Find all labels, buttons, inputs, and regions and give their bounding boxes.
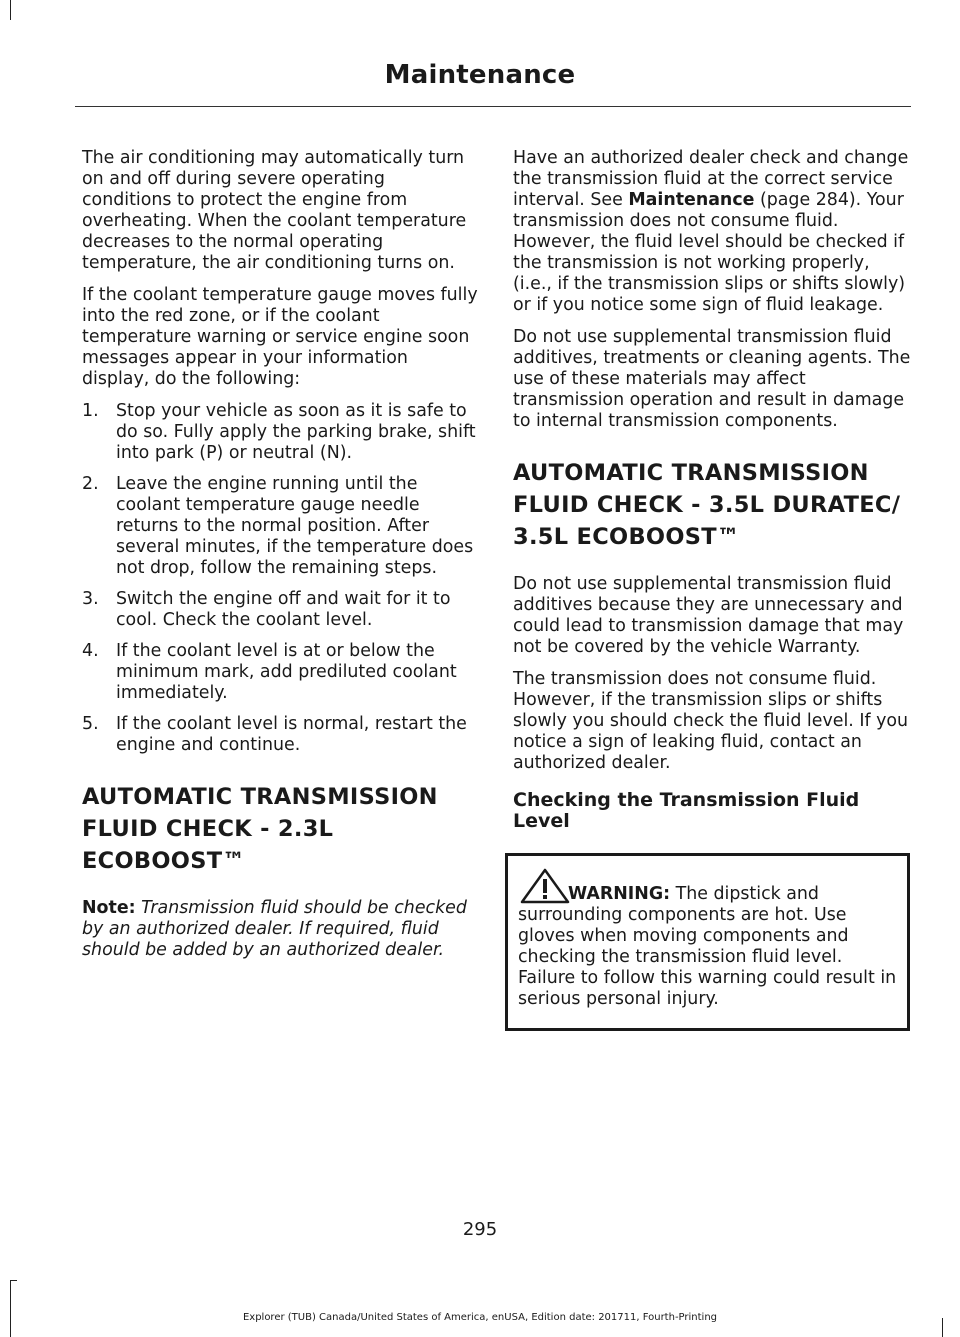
right-column (513, 148, 911, 1031)
list-item (82, 474, 478, 579)
paragraph: Do not use supplemental transmission fluid additives, treatments or cleaning agents. The use of these materials may affect transmission operation and result in damage to internal transmission components. (513, 327, 911, 431)
header-rule (75, 106, 911, 107)
note (82, 898, 478, 961)
paragraph (513, 148, 911, 316)
paragraph: The air conditioning may automatically turn on and off during severe operating conditions to protect the engine from overheating. When the coolant temperature decreases to the normal operating temperature, the air conditioning turns on. (82, 148, 467, 273)
step-text: If the coolant level is at or below the minimum mark, add prediluted coolant immediately. (116, 641, 457, 703)
paragraph: Do not use supplemental transmission fluid additives because they are unnecessary and could lead to transmission damage that may not be covered by the vehicle Warranty. (513, 574, 904, 657)
step-number: 1. (82, 401, 99, 421)
paragraph-text: (page 284). Your transmission does not consume fluid. However, the fluid level should be checked if the transmission is not working properly, (i.e., if the transmission slips or shifts slowly) or if you notice some sign of fluid leakage. (513, 190, 906, 315)
step-text: If the coolant level is normal, restart the engine and continue. (116, 714, 467, 755)
warning-label: WARNING: (568, 884, 671, 904)
section-title: Maintenance (384, 60, 576, 90)
maintenance-link[interactable]: Maintenance (628, 190, 755, 210)
subheading-checking-fluid-level: Checking the Transmission Fluid Level (513, 789, 860, 832)
paragraph: If the coolant temperature gauge moves fully into the red zone, or if the coolant temperature warning or service engine soon messages appear in your information display, do the following: (82, 285, 478, 389)
steps-list (82, 401, 478, 756)
list-item (82, 641, 478, 704)
heading-atf-check-3-5l: AUTOMATIC TRANSMISSION FLUID CHECK - 3.5L DURATEC/ 3.5L ECOBOOST™ (513, 460, 901, 550)
step-text: Stop your vehicle as soon as it is safe to do so. Fully apply the parking brake, shift into park (P) or neutral (N). (116, 401, 476, 463)
step-number: 4. (82, 641, 99, 661)
list-item (82, 589, 478, 631)
crop-mark-top-left (10, 0, 11, 20)
warning-text (518, 884, 897, 1010)
left-column (82, 148, 478, 972)
step-number: 3. (82, 589, 99, 609)
paragraph: The transmission does not consume fluid. However, if the transmission slips or shifts slowly you should check the fluid level. If you notice a sign of leaking fluid, contact an authorized dealer. (513, 669, 909, 773)
step-number: 2. (82, 474, 99, 494)
list-item (82, 714, 478, 756)
paragraph-text: Have an authorized dealer check and change the transmission fluid at the correct service interval. See (513, 148, 909, 210)
note-label: Note: (82, 898, 136, 918)
list-item (82, 401, 478, 464)
footer-edition: Explorer (TUB) Canada/United States of America, enUSA, Edition date: 201711, Fourth-Printing (242, 1312, 718, 1323)
warning-triangle-icon (520, 868, 570, 904)
page-number: 295 (462, 1219, 498, 1240)
step-text: Switch the engine off and wait for it to cool. Check the coolant level. (116, 589, 451, 630)
crop-mark-bottom-left (10, 1280, 11, 1337)
warning-box (505, 853, 910, 1031)
warning-body: The dipstick and surrounding components are hot. Use gloves when moving components and checking the transmission fluid level. Failure to follow this warning could result in serious personal injury. (518, 884, 897, 1009)
step-text: Leave the engine running until the coolant temperature gauge needle returns to the normal position. After several minutes, if the temperature does not drop, follow the remaining steps. (116, 474, 474, 578)
crop-mark-bottom-left-tick (10, 1280, 17, 1281)
note-text: Transmission fluid should be checked by an authorized dealer. If required, fluid should be added by an authorized dealer. (82, 898, 467, 960)
heading-atf-check-2-3l: AUTOMATIC TRANSMISSION FLUID CHECK - 2.3L ECOBOOST™ (82, 784, 438, 874)
step-number: 5. (82, 714, 99, 734)
